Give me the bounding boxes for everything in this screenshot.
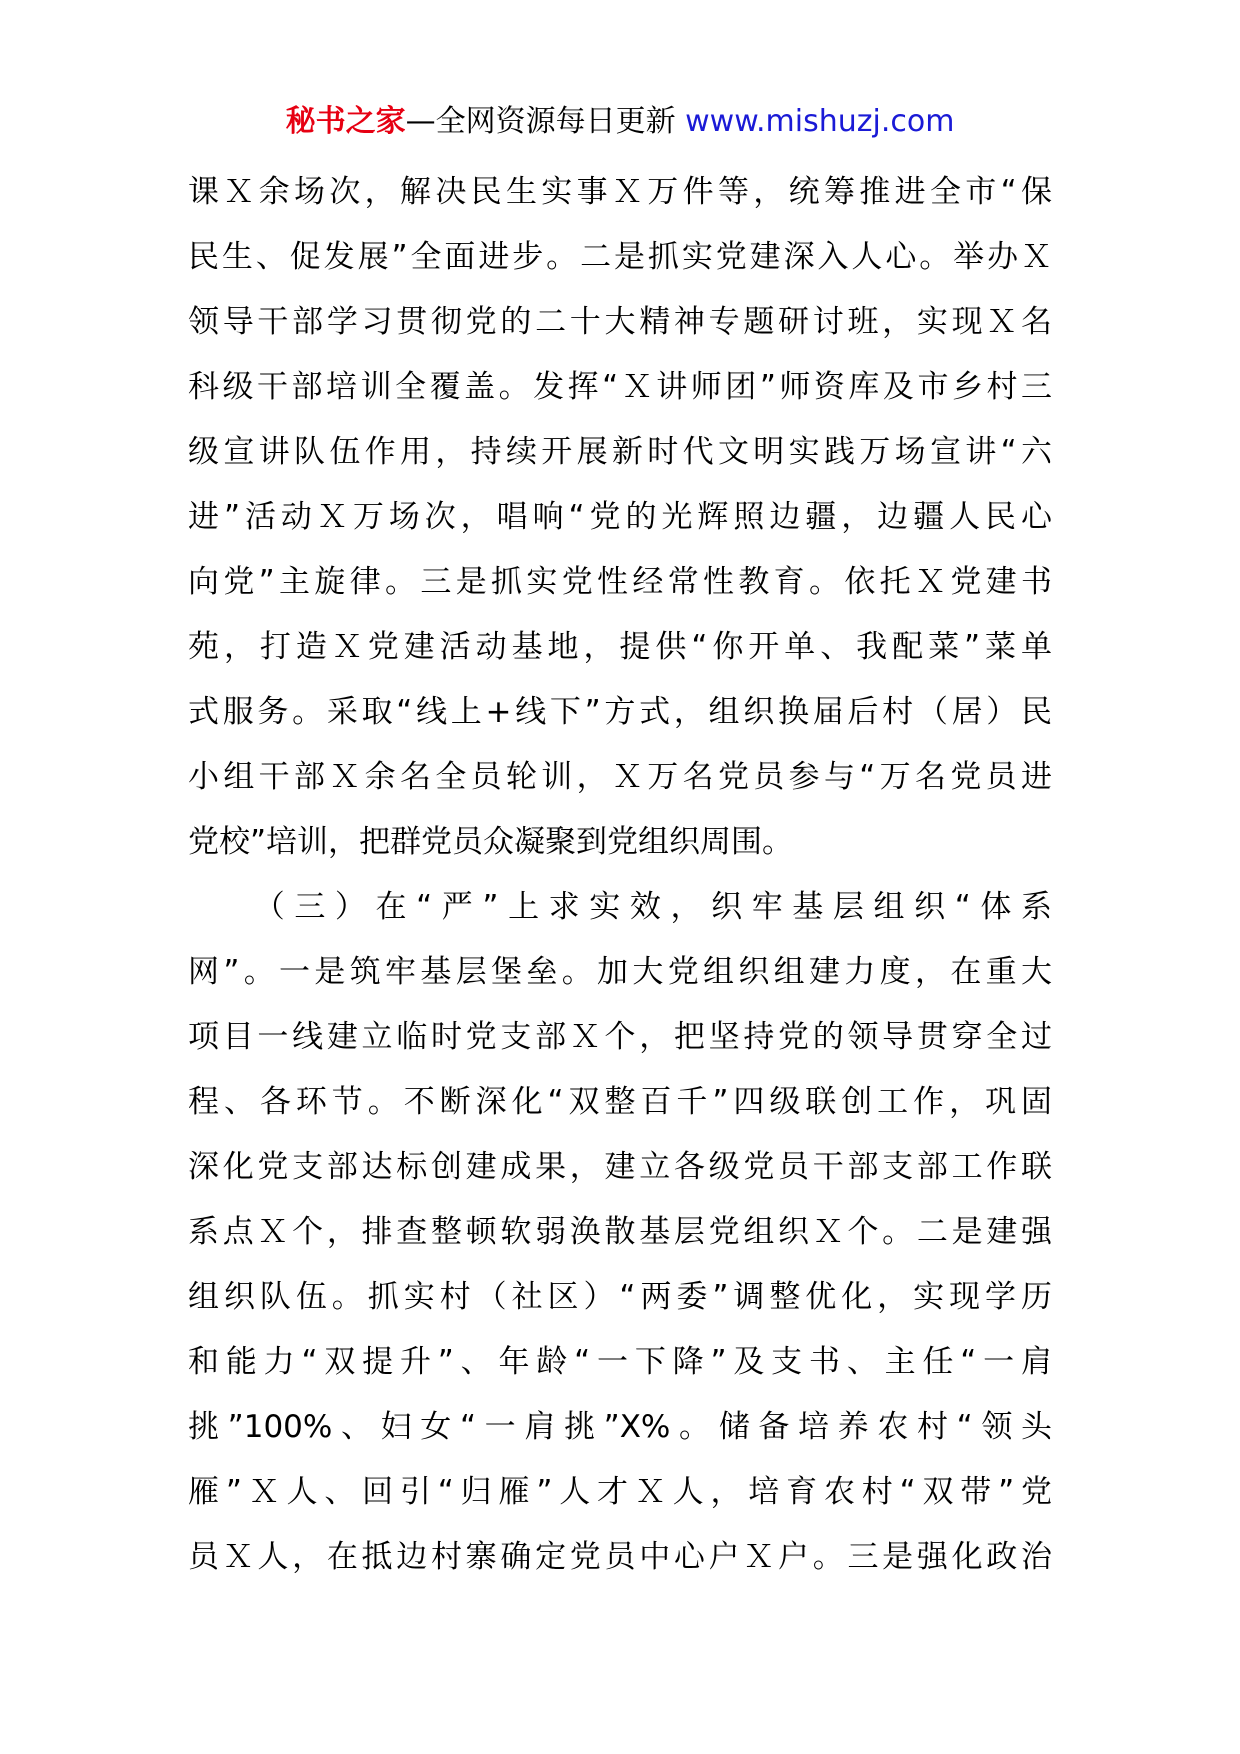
body-text [188, 160, 1052, 1590]
text-line: 组织队伍。抓实村（社区）“两委”调整优化，实现学历 [188, 1279, 1052, 1315]
text-line: 苑，打造Ｘ党建活动基地，提供“你开单、我配菜”菜单 [188, 629, 1052, 665]
text-line: 和能力“双提升”、年龄“一下降”及支书、主任“一肩 [188, 1344, 1052, 1380]
page-header [0, 102, 1240, 142]
text-line: 网”。一是筑牢基层堡垒。加大党组织组建力度，在重大 [188, 954, 1052, 990]
text-line: 级宣讲队伍作用，持续开展新时代文明实践万场宣讲“六 [188, 434, 1052, 470]
text-line: 进”活动Ｘ万场次，唱响“党的光辉照边疆，边疆人民心 [188, 499, 1052, 535]
paragraph-end-line: 党校”培训，把群党员众凝聚到党组织周围。 [188, 824, 794, 860]
text-line: 课Ｘ余场次，解决民生实事Ｘ万件等，统筹推进全市“保 [188, 174, 1052, 210]
header-url-link[interactable]: www.mishuzj.com [685, 104, 955, 139]
text-line: 式服务。采取“线上+线下”方式，组织换届后村（居）民 [188, 694, 1052, 730]
text-line: 挑”100%、妇女“一肩挑”X%。储备培养农村“领头 [188, 1409, 1052, 1445]
section-heading-line: （三）在“严”上求实效，织牢基层组织“体系 [188, 889, 1052, 925]
text-line: 深化党支部达标创建成果，建立各级党员干部支部工作联 [188, 1149, 1052, 1185]
text-line: 向党”主旋律。三是抓实党性经常性教育。依托Ｘ党建书 [188, 564, 1052, 600]
text-line: 科级干部培训全覆盖。发挥“Ｘ讲师团”师资库及市乡村三 [188, 369, 1052, 405]
text-line: 员Ｘ人，在抵边村寨确定党员中心户Ｘ户。三是强化政治 [188, 1539, 1052, 1575]
text-line: 小组干部Ｘ余名全员轮训，Ｘ万名党员参与“万名党员进 [188, 759, 1052, 795]
text-line: 领导干部学习贯彻党的二十大精神专题研讨班，实现Ｘ名 [188, 304, 1052, 340]
text-line: 民生、促发展”全面进步。二是抓实党建深入人心。举办Ｘ [188, 239, 1052, 275]
text-line: 项目一线建立临时党支部Ｘ个，把坚持党的领导贯穿全过 [188, 1019, 1052, 1055]
header-tagline: —全网资源每日更新 [405, 104, 676, 139]
text-line: 程、各环节。不断深化“双整百千”四级联创工作，巩固 [188, 1084, 1052, 1120]
header-brand: 秘书之家 [285, 104, 406, 139]
text-line: 雁”Ｘ人、回引“归雁”人才Ｘ人，培育农村“双带”党 [188, 1474, 1052, 1510]
text-line: 系点Ｘ个，排查整顿软弱涣散基层党组织Ｘ个。二是建强 [188, 1214, 1052, 1250]
